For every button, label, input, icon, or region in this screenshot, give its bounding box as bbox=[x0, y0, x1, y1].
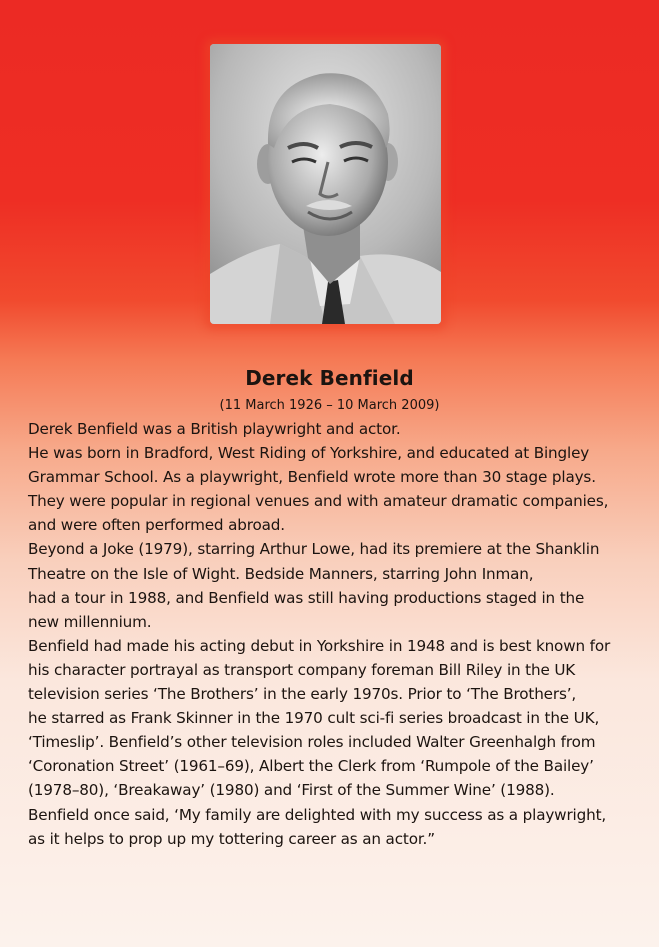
bio-line: Benfield once said, ‘My family are delighted with my success as a playwright, bbox=[28, 805, 607, 824]
bio-line: Benfield had made his acting debut in Yorkshire in 1948 and is best known for bbox=[28, 636, 611, 655]
bio-line: Beyond a Joke (1979), starring Arthur Lowe, had its premiere at the Shanklin bbox=[28, 540, 600, 559]
biography-text bbox=[28, 417, 652, 851]
bio-line: ‘Coronation Street’ (1961–69), Albert the Clerk from ‘Rumpole of the Bailey’ bbox=[28, 757, 594, 776]
bio-line: as it helps to prop up my tottering career as an actor.” bbox=[28, 829, 435, 848]
bio-line: his character portrayal as transport company foreman Bill Riley in the UK bbox=[28, 660, 576, 679]
bio-line: Grammar School. As a playwright, Benfield wrote more than 30 stage plays. bbox=[28, 468, 596, 487]
bio-line: he starred as Frank Skinner in the 1970 cult sci-fi series broadcast in the UK, bbox=[28, 709, 600, 728]
bio-line: (1978–80), ‘Breakaway’ (1980) and ‘First of the Summer Wine’ (1988). bbox=[28, 781, 555, 800]
bio-line: television series ‘The Brothers’ in the early 1970s. Prior to ‘The Brothers’, bbox=[28, 685, 577, 704]
bio-line: and were often performed abroad. bbox=[28, 516, 285, 535]
bio-line: They were popular in regional venues and with amateur dramatic companies, bbox=[28, 492, 609, 511]
bio-line: He was born in Bradford, West Riding of Yorkshire, and educated at Bingley bbox=[28, 444, 590, 463]
bio-line: ‘Timeslip’. Benfield’s other television roles included Walter Greenhalgh from bbox=[28, 733, 596, 752]
portrait-photo bbox=[210, 44, 441, 324]
bio-line: Theatre on the Isle of Wight. Bedside Manners, starring John Inman, bbox=[28, 564, 534, 583]
portrait-photo-icon bbox=[210, 44, 441, 324]
page-title: Derek Benfield bbox=[245, 366, 414, 390]
life-dates: (11 March 1926 – 10 March 2009) bbox=[219, 398, 440, 413]
bio-line: had a tour in 1988, and Benfield was still having productions staged in the bbox=[28, 588, 585, 607]
bio-line: Derek Benfield was a British playwright and actor. bbox=[28, 420, 401, 438]
bio-line: new millennium. bbox=[28, 612, 152, 631]
